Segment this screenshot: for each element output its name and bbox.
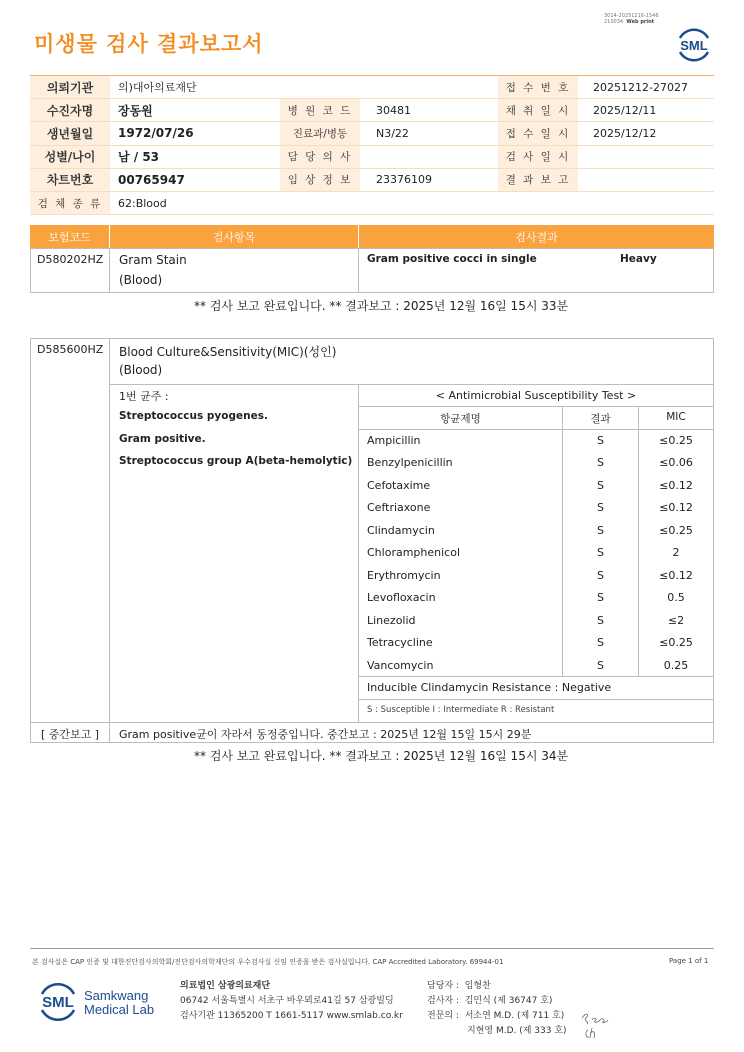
sex-age-label: 성별/나이 <box>30 146 110 168</box>
col-test-item: 검사항목 <box>109 225 358 248</box>
ast-drug-mic: ≤0.12 <box>659 478 693 492</box>
organism-gram: Gram positive. <box>119 433 206 445</box>
ast-legend: S : Susceptible I : Intermediate R : Resistant <box>367 705 555 715</box>
logo-text: SML <box>680 38 708 53</box>
collect-date-label: 채 취 일 시 <box>498 99 578 121</box>
ast-drug-name: Tetracycline <box>367 636 433 650</box>
certification-text: 본 검사실은 CAP 인증 및 대한진단검사의학회/진단검사의학재단의 우수검사실 신임 인증을 받은 검사실입니다. CAP Accredited Laboratory. 69944-01 <box>32 958 504 966</box>
staff-name: 임형찬 <box>464 981 491 991</box>
info-row <box>30 122 714 145</box>
requester-value: 의)대아의료재단 <box>118 81 197 95</box>
ast-drug-mic: 2 <box>672 546 680 560</box>
specimen-label: 검 체 종 류 <box>30 192 110 214</box>
info-row <box>30 99 714 122</box>
dept-value: N3/22 <box>376 126 409 140</box>
gram-report-note: ** 검사 보고 완료입니다. ** 결과보고 : 2025년 12월 16일 15시 33분 <box>194 299 569 313</box>
ast-drug-mic: ≤0.12 <box>659 501 693 515</box>
ast-drug-name: Levofloxacin <box>367 591 436 605</box>
birth-value: 1972/07/26 <box>118 126 194 141</box>
clinical-info-label: 임 상 정 보 <box>280 169 360 191</box>
doctor-label: 담 당 의 사 <box>280 146 360 168</box>
receive-date-label: 접 수 일 시 <box>498 122 578 144</box>
birth-label: 생년월일 <box>30 122 110 144</box>
ast-drug-name: Ceftriaxone <box>367 501 431 515</box>
brand-sub: Medical Lab <box>84 1002 155 1017</box>
ast-drug-result: S <box>597 568 604 582</box>
result-table-header <box>30 225 714 248</box>
gram-specimen: (Blood) <box>119 273 163 287</box>
document-id: 3014-20251216-1546 210034 Web print <box>604 13 659 25</box>
chart-no-value: 00765947 <box>118 172 185 187</box>
sex-age-value: 남 / 53 <box>118 150 160 165</box>
ast-drug-mic: ≤0.25 <box>659 636 693 650</box>
ast-drug-result: S <box>597 636 604 650</box>
org-block <box>180 979 403 1024</box>
collect-date-value: 2025/12/11 <box>593 103 657 117</box>
ast-drug-mic: ≤0.25 <box>659 434 693 447</box>
ast-drug-name: Erythromycin <box>367 568 441 582</box>
hospital-code-label: 병 원 코 드 <box>280 99 360 121</box>
ast-drug-mic: ≤0.12 <box>659 568 693 582</box>
test-date-label: 검 사 일 시 <box>498 146 578 168</box>
ast-drug-mic: ≤0.06 <box>659 456 693 470</box>
ast-drug-mic: ≤0.25 <box>659 523 693 537</box>
ast-drug-name: Vancomycin <box>367 658 434 672</box>
interim-label: [ 중간보고 ] <box>40 728 100 741</box>
brand-block <box>84 989 154 1017</box>
ast-drug-result: S <box>597 546 604 560</box>
ast-col-drug: 항균제명 <box>440 413 481 425</box>
chart-no-label: 차트번호 <box>30 169 110 191</box>
tester-name: 김민식 (제 36747 호) <box>464 996 553 1006</box>
ast-drug-name: Benzylpenicillin <box>367 456 453 470</box>
col-insurance-code: 보험코드 <box>48 230 91 244</box>
info-row <box>30 169 714 192</box>
ast-drug-name: Cefotaxime <box>367 478 431 492</box>
specialist-2: 지현영 M.D. (제 333 호) <box>467 1026 567 1036</box>
org-address: 06742 서울특별시 서초구 바우뫼로41길 57 삼광빌딩 <box>180 996 394 1006</box>
receipt-no-label: 접 수 번 호 <box>498 76 578 98</box>
doctor-value <box>368 146 498 168</box>
samkwang-logo-icon <box>36 980 80 1024</box>
ast-col-mic: MIC <box>666 411 686 423</box>
org-contact: 검사기관 11365200 T 1661-5117 www.smlab.co.kr <box>180 1011 403 1021</box>
ast-drug-name: Linezolid <box>367 613 416 627</box>
info-row <box>30 76 714 99</box>
ast-drug-name: Clindamycin <box>367 523 435 537</box>
page-number: Page 1 of 1 <box>669 957 709 965</box>
patient-name-value: 장동원 <box>118 103 153 118</box>
ast-drug-name: Ampicillin <box>367 434 421 447</box>
report-title: 미생물 검사 결과보고서 <box>34 32 264 56</box>
col-test-result: 검사결과 <box>358 225 714 248</box>
receive-date-value: 2025/12/12 <box>593 126 657 140</box>
dept-label: 진료과/병동 <box>280 122 360 144</box>
specimen-value: 62:Blood <box>118 196 167 210</box>
test-date-value <box>585 146 714 168</box>
inducible-clindamycin: Inducible Clindamycin Resistance : Negative <box>367 681 612 694</box>
patient-name-label: 수진자명 <box>30 99 110 121</box>
ast-drug-result: S <box>597 658 604 672</box>
isolate-label: 1번 균주 : <box>119 390 169 403</box>
patient-info-table <box>30 75 714 215</box>
ast-drug-result: S <box>597 478 604 492</box>
report-date-label: 결 과 보 고 <box>498 169 578 191</box>
culture-code: D585600HZ <box>37 343 104 356</box>
ast-drug-mic: ≤2 <box>667 613 685 627</box>
culture-specimen: (Blood) <box>119 363 163 377</box>
clinical-info-value: 23376109 <box>376 173 432 187</box>
gram-item: Gram Stain <box>119 253 187 267</box>
requester-label: 의뢰기관 <box>30 76 110 98</box>
footer-divider <box>30 948 714 949</box>
footer-logo-text: SML <box>42 994 74 1011</box>
hospital-code-value: 30481 <box>376 103 411 117</box>
ast-drug-result: S <box>597 523 604 537</box>
ast-drug-result: S <box>597 434 604 447</box>
gram-code: D580202HZ <box>37 253 104 266</box>
culture-block <box>30 338 714 743</box>
signature-icon <box>578 1008 612 1042</box>
info-row <box>30 192 714 215</box>
ast-drug-result: S <box>597 591 604 605</box>
org-name: 의료법인 삼광의료재단 <box>180 981 271 991</box>
culture-item: Blood Culture&Sensitivity(MIC)(성인) <box>119 345 337 359</box>
report-date-value <box>585 169 714 191</box>
gram-stain-block <box>30 248 714 293</box>
organism-name: Streptococcus pyogenes. <box>119 410 268 422</box>
ast-drug-result: S <box>597 501 604 515</box>
culture-report-note: ** 검사 보고 완료입니다. ** 결과보고 : 2025년 12월 16일 15시 34분 <box>194 749 569 763</box>
specialist-1: 서소연 M.D. (제 711 호) <box>464 1011 565 1021</box>
ast-drug-name: Chloramphenicol <box>367 546 461 560</box>
ast-drug-result: S <box>597 456 604 470</box>
sml-logo-icon <box>674 26 714 62</box>
ast-col-result: 결과 <box>590 413 611 425</box>
organism-group: Streptococcus group A(beta-hemolytic) <box>119 455 353 467</box>
ast-drug-mic: 0.5 <box>667 591 685 605</box>
brand-name: Samkwang <box>84 988 149 1003</box>
receipt-no-value: 20251212-27027 <box>593 80 688 94</box>
ast-title: < Antimicrobial Susceptibility Test > <box>435 389 637 402</box>
ast-drug-result: S <box>597 613 604 627</box>
gram-result: Gram positive cocci in single <box>367 253 537 265</box>
staff-block: 담당자 : 임형찬 검사자 : 김민식 (제 36747 호) 전문의 : 서소연 M.D. (제 711 호) 지현영 M.D. (제 333 호) <box>427 979 567 1039</box>
info-row <box>30 146 714 169</box>
gram-grade: Heavy <box>620 253 657 265</box>
interim-text: Gram positive균이 자라서 동정중입니다. 중간보고 : 2025년 12월 15일 15시 29분 <box>119 728 532 741</box>
ast-drug-mic: 0.25 <box>663 658 689 672</box>
